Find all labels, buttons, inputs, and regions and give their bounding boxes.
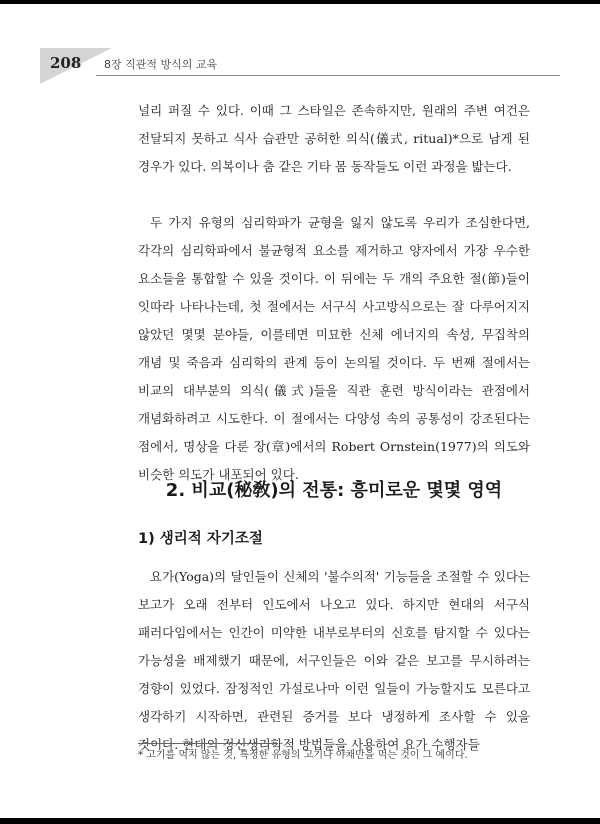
running-chapter-title: 8장 직관적 방식의 교육 (104, 58, 218, 71)
footnote-rule (138, 743, 278, 744)
page-header (40, 48, 560, 84)
footnote: * 고기를 먹지 않는 것, 특정한 유형의 고기나 야채만을 먹는 것이 그 예이다. (138, 750, 468, 761)
paragraph-yoga: 요가(Yoga)의 달인들이 신체의 '불수의적' 기능들을 조절할 수 있다는 보고가 오래 전부터 인도에서 나오고 있다. 하지만 현대의 서구식 패러다임에서는 인간이 미약한 내부로부터의 신호를 탐지할 수 있다는 가능성을 배제했기 때문에, 서구인들은 이와 같은 보고를 무시하려는 경향이 있었다. 잠정적인 가설로나마 이런 일들이 가능할지도 모른다고 생각하기 시작하면, 관련된 증거를 보다 냉정하게 조사할 수 있을 것이다. 현대의 정신생리학적 방법들을 사용하여 요가 수행자들 (138, 569, 530, 752)
paragraph-school-balance: 두 가지 유형의 심리학파가 균형을 잃지 않도록 우리가 조심한다면, 각각의 심리학파에서 불균형적 요소를 제거하고 양자에서 가장 우수한 요소들을 통합할 수 있을 것이다. 이 뒤에는 두 개의 주요한 절(節)들이 잇따라 나타나는데, 첫 절에서는 서구식 사고방식으로는 잘 다루어지지 않았던 몇몇 분야들, 이를테면 미묘한 신체 에너지의 속성, 무집착의 개념 및 죽음과 심리학의 관계 등이 논의될 것이다. 두 번째 절에서는 비교의 대부분의 의식(儀式)들을 직관 훈련 방식이라는 관점에서 개념화하려고 시도한다. 이 절에서는 다양성 속의 공통성이 강조된다는 점에서, 명상을 다룬 장(章)에서의 Robert Ornstein(1977)의 의도와 비슷한 의도가 내포되어 있다. (138, 215, 530, 482)
section-title: 2. 비교(秘敎)의 전통: 흥미로운 몇몇 영역 (165, 480, 503, 501)
header-rule (96, 75, 560, 76)
paragraph-continuation: 널리 퍼질 수 있다. 이때 그 스타일은 존속하지만, 원래의 주변 여건은 전달되지 못하고 식사 습관만 공허한 의식(儀式, ritual)*으로 남게 된 경우가 있다. 의복이나 춤 같은 기타 몸 동작들도 이런 과정을 밟는다. (138, 103, 530, 174)
bottom-edge-bar (0, 818, 600, 824)
page-number: 208 (50, 54, 82, 72)
top-edge-bar (0, 0, 600, 4)
subsection-title: 1) 생리적 자기조절 (138, 531, 263, 547)
